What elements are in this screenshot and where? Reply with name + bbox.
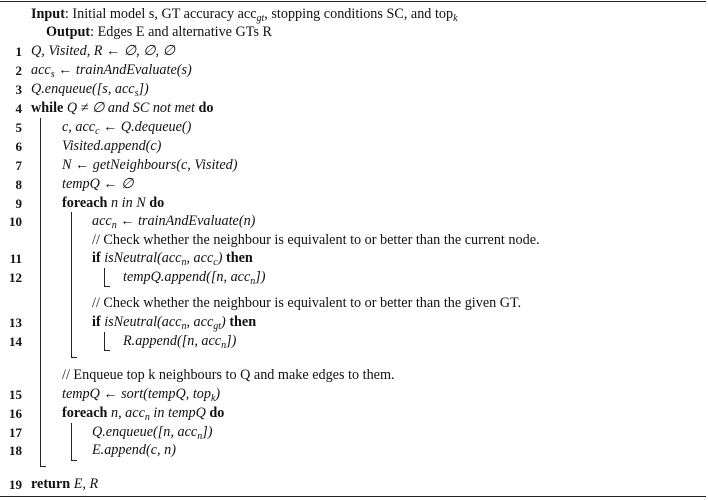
keyword: do: [149, 195, 165, 211]
line-comment: [92, 231, 540, 250]
comment-text: // Check whether the neighbour is equivalent to or better than the given GT.: [92, 295, 522, 311]
foreach2-block-tick: [71, 460, 77, 461]
line-code: [31, 475, 98, 494]
keyword: return: [31, 476, 71, 492]
if1-block-bar: [104, 268, 105, 286]
code-text: E.append(c, n): [92, 442, 176, 458]
line-number: 1: [15, 44, 22, 59]
bottom-rule: [0, 496, 706, 497]
line-code: [31, 99, 214, 118]
code-text: E, R: [70, 476, 99, 492]
line-number: 18: [9, 443, 22, 458]
foreach2-block-bar: [71, 423, 72, 460]
code-text: Q, Visited, R ← ∅, ∅, ∅: [31, 43, 175, 59]
line-number: 4: [15, 101, 22, 116]
if2-block-tick: [104, 350, 110, 351]
keyword: foreach: [62, 405, 108, 421]
line-number: 17: [9, 425, 22, 440]
foreach-block-bar: [71, 212, 72, 357]
comment-text: // Enqueue top k neighbours to Q and make edges to them.: [62, 367, 395, 383]
if2-block-bar: [104, 332, 105, 350]
line-number: 2: [15, 63, 22, 78]
line-number: 8: [15, 177, 22, 192]
while-block-tick: [40, 466, 46, 467]
input-label: Input: [31, 6, 65, 22]
line-number: 5: [15, 120, 22, 135]
line-comment: [92, 294, 521, 313]
line-number: 11: [9, 251, 22, 266]
while-block-bar: [40, 118, 41, 466]
line-code: [62, 156, 237, 175]
keyword: while: [31, 100, 64, 116]
line-code: [62, 194, 164, 213]
input-sub2: k: [453, 13, 458, 24]
line-comment: [62, 366, 395, 385]
line-number: 10: [9, 214, 22, 229]
line-code: [92, 441, 176, 460]
line-number: 3: [15, 82, 22, 97]
line-number: 12: [9, 270, 22, 285]
code-text: N ← getNeighbours(c, Visited): [62, 157, 238, 173]
line-number: 13: [9, 315, 22, 330]
code-text: Visited.append(c): [62, 138, 162, 154]
line-number: 16: [9, 406, 22, 421]
line-code: [62, 137, 161, 156]
line-number: 15: [9, 387, 22, 402]
code-text: Q ≠ ∅ and SC not met: [63, 100, 199, 116]
input-sub: gt: [256, 13, 265, 24]
keyword: if: [92, 314, 101, 330]
code-text: isNeutral(acc$_n$, acc$_{gt}$): [100, 314, 230, 332]
keyword: do: [198, 100, 214, 116]
output-label: Output: [46, 24, 91, 40]
keyword: then: [229, 314, 257, 330]
code-text: c, acc$_c$ ← Q.dequeue(): [62, 119, 192, 137]
line-code: [62, 175, 133, 194]
line-number: 14: [9, 334, 22, 349]
line-number: 19: [9, 477, 22, 492]
input-text: : Initial model s, GT accuracy acc: [64, 6, 257, 22]
line-number: 9: [15, 196, 22, 211]
code-text: Q.enqueue([s, acc$_s$]): [31, 81, 149, 99]
top-rule: [0, 1, 706, 2]
line-number: 6: [15, 139, 22, 154]
code-text: tempQ ← ∅: [62, 176, 134, 192]
line-code: [123, 332, 236, 355]
line-number: 7: [15, 158, 22, 173]
code-text: R.append([n, acc$_n$]): [123, 333, 237, 351]
output-text: : Edges E and alternative GTs R: [90, 24, 272, 40]
code-text: acc$_s$ ← trainAndEvaluate(s): [31, 62, 192, 80]
line-code: [123, 268, 266, 291]
keyword: foreach: [62, 195, 108, 211]
code-text: tempQ.append([n, acc$_n$]): [123, 269, 266, 287]
keyword: if: [92, 250, 101, 266]
code-text: isNeutral(acc$_n$, acc$_c$): [100, 250, 226, 268]
if1-block-tick: [104, 286, 110, 287]
keyword: do: [209, 405, 225, 421]
keyword: then: [225, 250, 253, 266]
input-text2: , stopping conditions SC, and top: [264, 6, 454, 22]
code-text: Q.enqueue([n, acc$_n$]): [92, 424, 213, 442]
code-text: n in N: [107, 195, 150, 211]
code-text: n, acc$_n$ in tempQ: [107, 405, 210, 423]
foreach-block-tick: [71, 357, 77, 358]
comment-text: // Check whether the neighbour is equivalent to or better than the current node.: [92, 232, 540, 248]
code-text: acc$_n$ ← trainAndEvaluate(n): [92, 213, 256, 231]
code-text: tempQ ← sort(tempQ, top$_k$): [62, 386, 221, 404]
line-code: [31, 42, 175, 61]
